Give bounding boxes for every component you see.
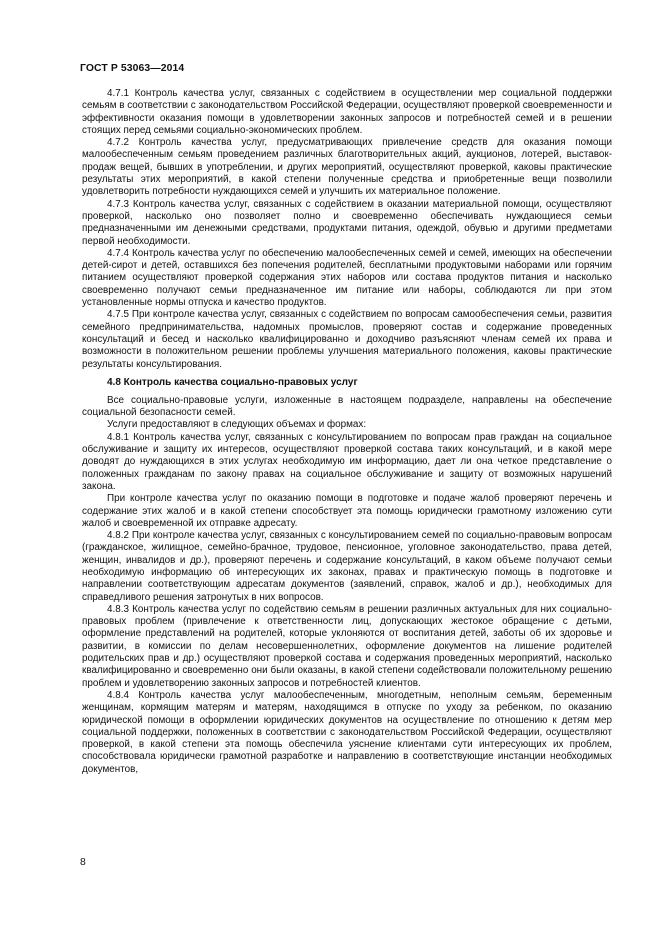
document-header: ГОСТ Р 53063—2014 (80, 63, 185, 74)
section-heading-4-8: 4.8 Контроль качества социально-правовых услуг (107, 376, 358, 388)
paragraph-4-8-4: 4.8.4 Контроль качества услуг малообеспеченным, многодетным, неполным семьям, беременным женщинам, кормящим матерям и матерям, находящимся в отпуске по уходу за ребенком, по оказанию юридической помощи в оформлении юридических документов на осуществление по отношению к детям мер социальной поддержки, положенных в соответствии с законодательством Российской Федерации, осуществляют проверкой, в какой степени эта помощь обеспечила уяснение клиентами сути интересующих их проблем, способствовала юридически грамотной разработке и направлению в соответствующие инстанции необходимых документов, (82, 689, 612, 775)
paragraph-4-7-2: 4.7.2 Контроль качества услуг, предусматривающих привлечение средств для оказания помощи малообеспеченным семьям проведением различных благотворительных акций, аукционов, лотерей, выставок-продаж вещей, бывших в употреблении, и других мероприятий, осуществляют проверкой, каковы практические результаты этих мероприятий, в какой степени полученные средства и приобретенные вещи позволили удовлетворить потребности нуждающихся семей и улучшить их материальное положение. (82, 137, 612, 198)
paragraph-4-8-1: 4.8.1 Контроль качества услуг, связанных с консультированием по вопросам прав граждан на социальное обслуживание и защиту их интересов, осуществляют проверкой состава таких консультаций, и в какой мере доводят до нуждающихся в этих услугах необходимую им информацию, дает ли она четкое представление о положенных гражданам по закону правах на социальное обслуживание и защиту от возможных нарушений закона. (82, 431, 612, 492)
document-body (82, 88, 612, 776)
paragraph-4-8-3: 4.8.3 Контроль качества услуг по содействию семьям в решении различных актуальных для них социально-правовых проблем (привлечение к ответственности лиц, допускающих жестокое обращение с детьми, оформление представлений на родителей, которые уклоняются от воспитания детей, заботы об их здоровье и развитии, в комиссии по делам несовершеннолетних, оформление документов на лишение родителей родительских прав и др.) осуществляют проверкой состава и содержания проведенных мероприятий, насколько квалифицированно и своевременно они были оказаны, в какой степени содействовали положительному решению проблем и удовлетворению законных запросов и потребностей клиентов. (82, 603, 612, 689)
paragraph-4-7-4: 4.7.4 Контроль качества услуг по обеспечению малообеспеченных семей и семей, имеющих на обеспечении детей-сирот и детей, оставшихся без попечения родителей, бесплатными продуктовыми наборами или горячим питанием осуществляют проверкой содержания этих наборов или состава продуктов питания и насколько своевременно получают семьи предназначенное им питание или наборы, соблюдаются ли при этом установленные нормы отпуска и качество продуктов. (82, 247, 612, 309)
paragraph-4-7-5: 4.7.5 При контроле качества услуг, связанных с содействием по вопросам самообеспечения семьи, развития семейного предпринимательства, надомных промыслов, проверяют состав и содержание проведенных консультаций и бесед и насколько квалифицированно и доходчиво разъясняют членам семей их права и возможности в положительном решении проблемы улучшения материального положения, каковы практические результаты консультирования. (82, 309, 612, 370)
page-number: 8 (80, 857, 86, 868)
paragraph-complaints: При контроле качества услуг по оказанию помощи в подготовке и подаче жалоб проверяют перечень и содержание этих жалоб и в какой степени способствует эта помощь юридически грамотному изложению сути жалоб и своевременной их отправке адресату. (82, 493, 612, 529)
paragraph-4-7-3: 4.7.3 Контроль качества услуг, связанных с содействием в оказании материальной помощи, осуществляют проверкой, насколько оно позволяет полно и своевременно обеспечивать нуждающиеся семьи предназначенными им денежными средствами, продуктами питания, одеждой, обувью и другими предметами первой необходимости. (82, 198, 612, 247)
paragraph-intro: Все социально-правовые услуги, изложенные в настоящем подразделе, направлены на обеспечение социальной безопасности семей. (82, 394, 612, 419)
paragraph-forms: Услуги предоставляют в следующих объемах и формах: (107, 419, 367, 431)
paragraph-4-7-1: 4.7.1 Контроль качества услуг, связанных с содействием в осуществлении мер социальной поддержки семьям в соответствии с законодательством Российской Федерации, осуществляют проверкой своевременности и эффективности оказания помощи в удовлетворении законных запросов и потребностей семей и в решении стоящих перед семьями социально-экономических проблем. (82, 88, 612, 136)
paragraph-4-8-2: 4.8.2 При контроле качества услуг, связанных с консультированием семей по социально-правовым вопросам (гражданское, жилищное, семейно-брачное, трудовое, пенсионное, уголовное законодательство, права детей, женщин, инвалидов и др.), проверяют перечень и содержание консультаций, в каком объеме получают семьи необходимую информацию об интересующих их законах, правах и практическую помощь в подготовке и направлении соответствующим адресатам документов (заявлений, справок, жалоб и др.), необходимых для справедливого решения затронутых в них вопросов. (82, 530, 612, 603)
